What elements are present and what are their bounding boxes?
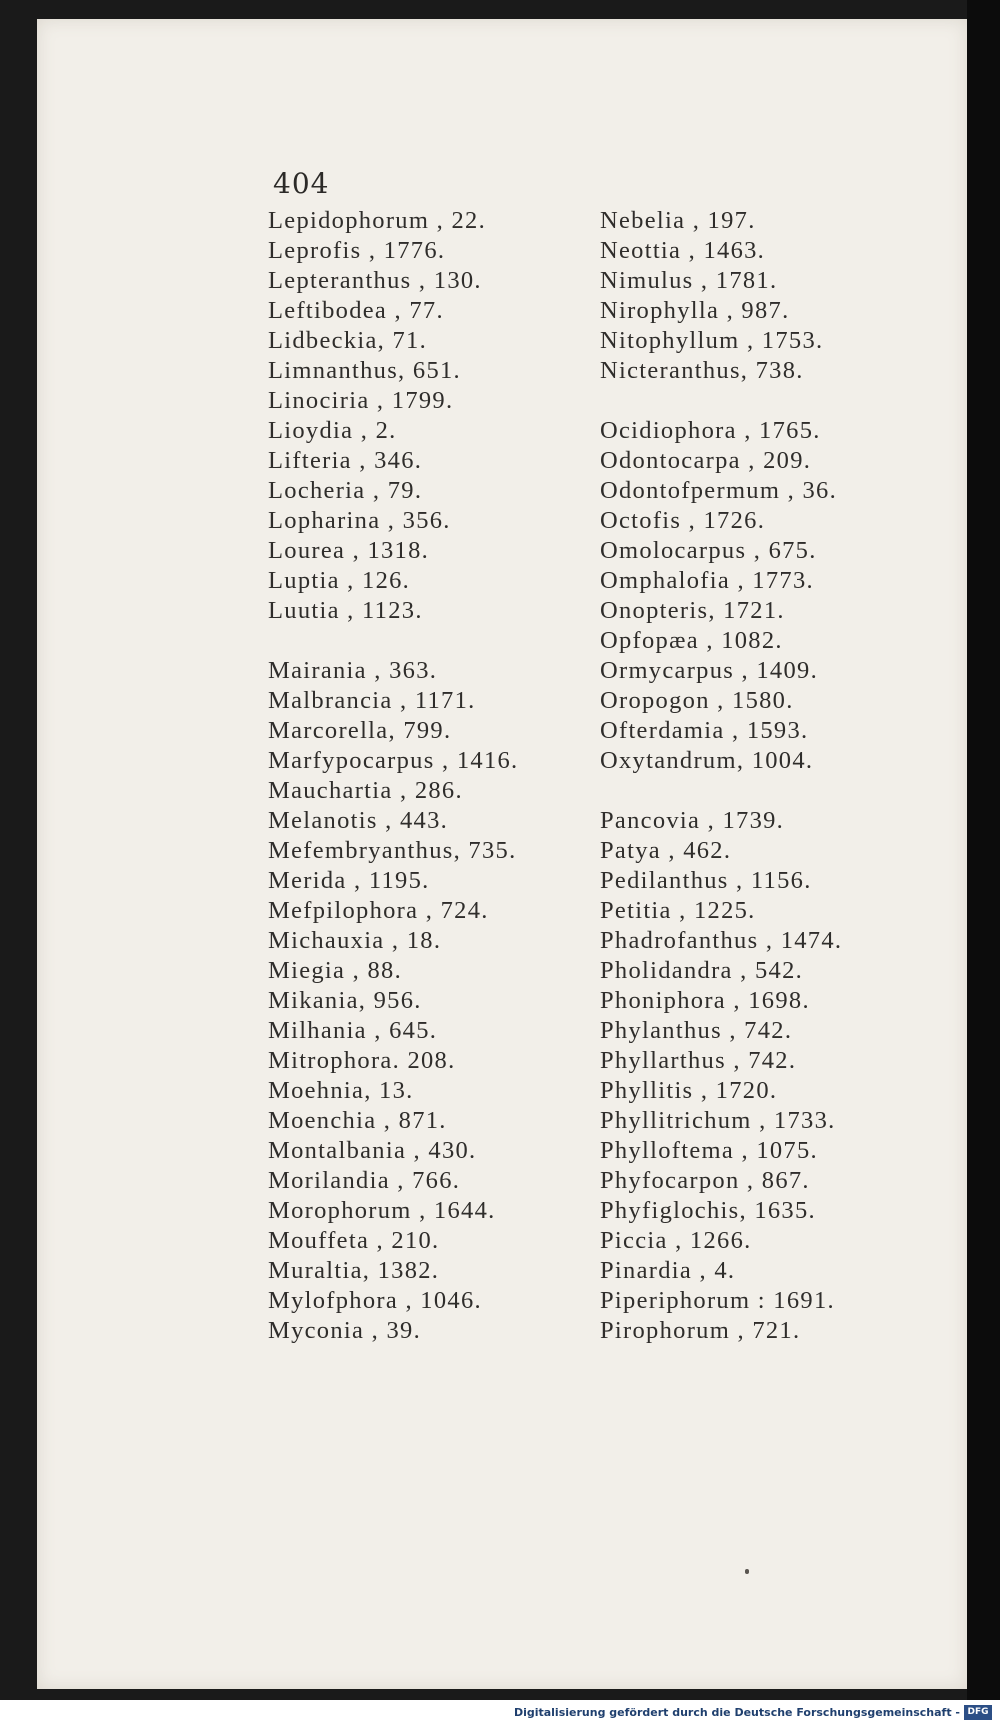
index-entry: Nirophylla , 987. xyxy=(600,297,790,324)
index-entry: Ocidiophora , 1765. xyxy=(600,417,821,444)
index-entry: Onopteris, 1721. xyxy=(600,597,785,624)
index-entry: Mouffeta , 210. xyxy=(268,1227,440,1254)
index-entry: Lioydia , 2. xyxy=(268,417,397,444)
section-gap xyxy=(600,386,980,416)
dfg-logo: DFG xyxy=(964,1705,992,1720)
index-entry: Luutia , 1123. xyxy=(268,597,423,624)
funding-credit: Digitalisierung gefördert durch die Deutsche Forschungsgemeinschaft - xyxy=(513,1706,960,1719)
page-speck xyxy=(745,1569,749,1574)
scanned-page xyxy=(37,19,967,1689)
index-entry: Morilandia , 766. xyxy=(268,1167,461,1194)
index-entry: Nebelia , 197. xyxy=(600,207,756,234)
index-entry: Phyllitis , 1720. xyxy=(600,1077,778,1104)
index-column-right xyxy=(600,206,980,1346)
index-entry: Octofis , 1726. xyxy=(600,507,766,534)
index-entry: Phylloftema , 1075. xyxy=(600,1137,818,1164)
index-entry: Odontofpermum , 36. xyxy=(600,477,838,504)
index-entry: Phadrofanthus , 1474. xyxy=(600,927,843,954)
page-number: 404 xyxy=(273,167,330,200)
index-entry: Mefpilophora , 724. xyxy=(268,897,489,924)
index-entry: Limnanthus, 651. xyxy=(268,357,461,384)
index-entry: Lepteranthus , 130. xyxy=(268,267,482,294)
index-entry: Melanotis , 443. xyxy=(268,807,449,834)
index-column-left xyxy=(268,206,598,1346)
index-entry: Oxytandrum, 1004. xyxy=(600,747,814,774)
index-entry: Leftibodea , 77. xyxy=(268,297,444,324)
index-entry: Phyfocarpon , 867. xyxy=(600,1167,810,1194)
index-entry: Montalbania , 430. xyxy=(268,1137,477,1164)
index-entry: Leprofis , 1776. xyxy=(268,237,446,264)
index-entry: Phoniphora , 1698. xyxy=(600,987,810,1014)
index-entry: Ofterdamia , 1593. xyxy=(600,717,809,744)
index-entry: Patya , 462. xyxy=(600,837,732,864)
index-entry: Mauchartia , 286. xyxy=(268,777,463,804)
index-entry: Phylanthus , 742. xyxy=(600,1017,793,1044)
index-entry: Merida , 1195. xyxy=(268,867,430,894)
index-entry: Lopharina , 356. xyxy=(268,507,451,534)
section-gap xyxy=(600,776,980,806)
index-entry: Morophorum , 1644. xyxy=(268,1197,496,1224)
index-entry: Myconia , 39. xyxy=(268,1317,421,1344)
index-entry: Linociria , 1799. xyxy=(268,387,454,414)
index-entry: Nicteranthus, 738. xyxy=(600,357,804,384)
index-entry: Mylofphora , 1046. xyxy=(268,1287,482,1314)
index-entry: Lidbeckia, 71. xyxy=(268,327,428,354)
index-entry: Mairania , 363. xyxy=(268,657,438,684)
index-entry: Odontocarpa , 209. xyxy=(600,447,812,474)
index-entry: Nitophyllum , 1753. xyxy=(600,327,824,354)
index-entry: Mefembryanthus, 735. xyxy=(268,837,517,864)
index-entry: Marfypocarpus , 1416. xyxy=(268,747,519,774)
index-entry: Moenchia , 871. xyxy=(268,1107,447,1134)
index-entry: Oropogon , 1580. xyxy=(600,687,794,714)
index-entry: Malbrancia , 1171. xyxy=(268,687,476,714)
index-entry: Lourea , 1318. xyxy=(268,537,430,564)
index-entry: Lifteria , 346. xyxy=(268,447,423,474)
index-entry: Phyllarthus , 742. xyxy=(600,1047,797,1074)
index-entry: Pholidandra , 542. xyxy=(600,957,804,984)
index-entry: Phyllitrichum , 1733. xyxy=(600,1107,836,1134)
index-entry: Ormycarpus , 1409. xyxy=(600,657,819,684)
index-entry: Mitrophora. 208. xyxy=(268,1047,456,1074)
index-entry: Piccia , 1266. xyxy=(600,1227,752,1254)
index-entry: Opfopæa , 1082. xyxy=(600,627,783,654)
index-entry: Luptia , 126. xyxy=(268,567,411,594)
index-entry: Nimulus , 1781. xyxy=(600,267,778,294)
index-entry: Michauxia , 18. xyxy=(268,927,442,954)
index-entry: Marcorella, 799. xyxy=(268,717,452,744)
index-entry: Neottia , 1463. xyxy=(600,237,766,264)
section-gap xyxy=(268,626,598,656)
index-entry: Pinardia , 4. xyxy=(600,1257,736,1284)
index-entry: Phyfiglochis, 1635. xyxy=(600,1197,816,1224)
index-entry: Muraltia, 1382. xyxy=(268,1257,440,1284)
index-entry: Milhania , 645. xyxy=(268,1017,438,1044)
index-entry: Locheria , 79. xyxy=(268,477,423,504)
index-entry: Pancovia , 1739. xyxy=(600,807,785,834)
index-entry: Miegia , 88. xyxy=(268,957,402,984)
footer-bar xyxy=(0,1700,1000,1727)
index-entry: Moehnia, 13. xyxy=(268,1077,414,1104)
index-entry: Petitia , 1225. xyxy=(600,897,756,924)
index-entry: Omphalofia , 1773. xyxy=(600,567,814,594)
index-entry: Pedilanthus , 1156. xyxy=(600,867,812,894)
index-entry: Omolocarpus , 675. xyxy=(600,537,817,564)
index-entry: Mikania, 956. xyxy=(268,987,422,1014)
index-entry: Lepidophorum , 22. xyxy=(268,207,487,234)
index-entry: Pirophorum , 721. xyxy=(600,1317,801,1344)
index-entry: Piperiphorum : 1691. xyxy=(600,1287,835,1314)
